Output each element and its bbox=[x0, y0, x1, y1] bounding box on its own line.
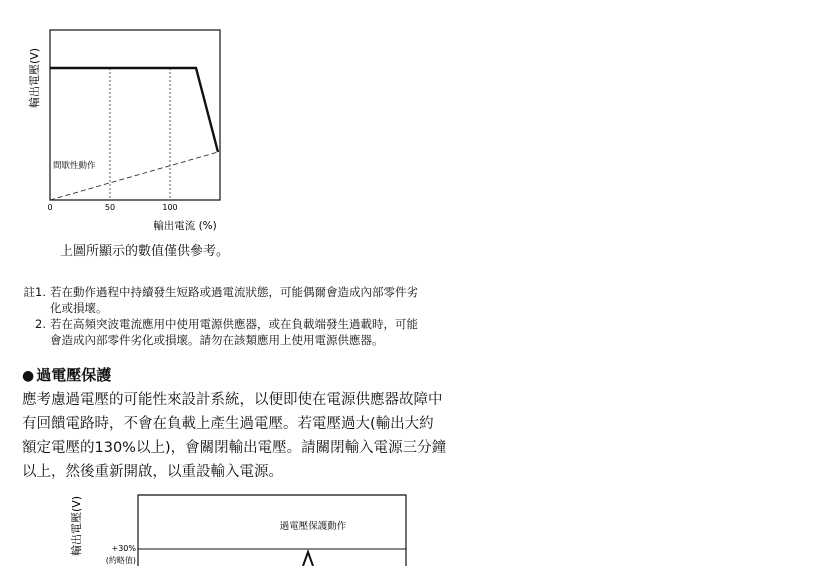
note-1 bbox=[16, 284, 516, 316]
chart1-annotation: 間歇性動作 bbox=[53, 161, 96, 171]
chart2-y-label: 輸出電壓(V) bbox=[70, 495, 83, 557]
chart2-frame bbox=[138, 495, 406, 566]
body-line: 有回饋電路時，不會在負載上產生過電壓。若電壓過大(輸出大約 bbox=[22, 416, 434, 432]
chart1-xtick-100: 100 bbox=[162, 203, 178, 212]
section-title: 過電壓保護 bbox=[36, 366, 112, 384]
notes-block bbox=[16, 284, 516, 348]
chart2-tick-approx: (約略值) bbox=[105, 556, 136, 565]
body-line: 額定電壓的130%以上)，會關閉輸出電壓。請關閉輸入電源三分鐘 bbox=[22, 440, 447, 456]
chart2-annotation: 過電壓保護動作 bbox=[279, 521, 347, 532]
chart1-y-label: 輸出電壓(V) bbox=[28, 47, 41, 109]
chart1-frame bbox=[50, 30, 220, 200]
section-body bbox=[22, 388, 502, 484]
chart1-intermittent-line bbox=[50, 152, 218, 200]
note-line: 若在動作過程中持續發生短路或過電流狀態，可能偶爾會造成內部零件劣 bbox=[50, 285, 418, 299]
chart2-spike bbox=[303, 552, 313, 566]
overcurrent-chart bbox=[20, 18, 250, 238]
chart1-x-label: 輸出電流 (%) bbox=[153, 220, 217, 232]
note-number: 2. bbox=[35, 317, 46, 331]
note-line: 化或損壞。 bbox=[50, 301, 108, 315]
chart2-tick-30: +30% bbox=[111, 544, 136, 553]
note-line: 若在高頻突波電流應用中使用電源供應器，或在負載端發生過載時，可能 bbox=[50, 317, 418, 331]
note-number: 註1. bbox=[23, 285, 46, 299]
note-2 bbox=[16, 316, 516, 348]
body-line: 以上，然後重新開啟，以重設輸入電源。 bbox=[22, 464, 283, 480]
overvoltage-chart bbox=[20, 490, 440, 566]
section-heading bbox=[22, 364, 111, 385]
body-line: 應考慮過電壓的可能性來設計系統，以便即使在電源供應器故障中 bbox=[22, 392, 443, 408]
note-line: 會造成內部零件劣化或損壞。請勿在該類應用上使用電源供應器。 bbox=[50, 333, 384, 347]
chart1-voltage-curve bbox=[50, 68, 218, 152]
chart1-xtick-50: 50 bbox=[104, 203, 116, 212]
chart1-xtick-0: 0 bbox=[47, 203, 53, 212]
bullet-icon: ● bbox=[22, 368, 35, 384]
chart-caption: 上圖所顯示的數值僅供參考。 bbox=[60, 244, 230, 259]
